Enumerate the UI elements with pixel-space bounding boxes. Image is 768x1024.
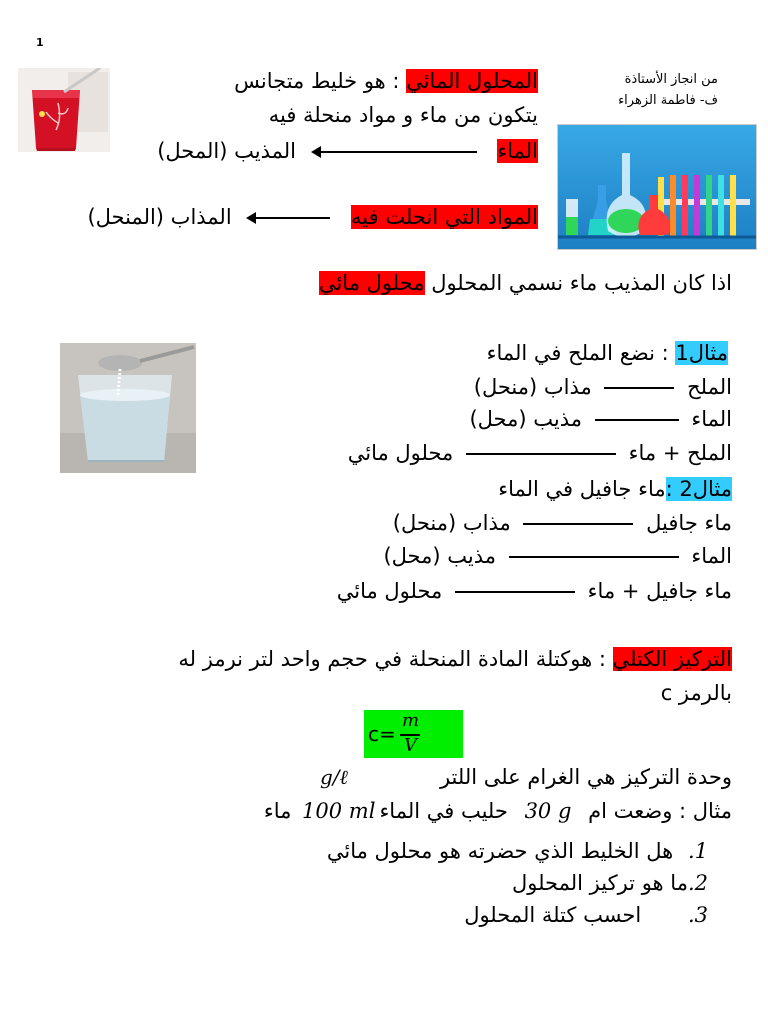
example1-label: مثال1 bbox=[675, 341, 728, 365]
water-solvent-row bbox=[157, 138, 538, 164]
dash-line bbox=[455, 591, 575, 593]
question-2-text: ما هو تركيز المحلول bbox=[512, 871, 688, 895]
row-left-term: ماء جافيل bbox=[646, 511, 732, 535]
author-line-2: ف- فاطمة الزهراء bbox=[618, 93, 718, 108]
dissolved-term: المواد التي انحلت فيه bbox=[351, 205, 538, 229]
example1-row-2 bbox=[469, 406, 732, 432]
example1-row-1 bbox=[474, 374, 732, 400]
concentration-text: : هوكتلة المادة المنحلة في حجم واحد لتر نرمز له bbox=[178, 647, 606, 671]
definition-line-1 bbox=[234, 68, 538, 94]
solute-term: المذاب (المنحل) bbox=[87, 205, 232, 229]
example1-title-line bbox=[487, 340, 728, 366]
question-3 bbox=[464, 902, 708, 928]
example2-row-1 bbox=[393, 510, 732, 536]
exercise-water: ماء bbox=[263, 799, 292, 823]
question-3-number: 3. bbox=[687, 903, 708, 927]
row-left-term: الماء bbox=[691, 544, 732, 568]
question-1-number: 1. bbox=[687, 839, 708, 863]
concentration-line-1 bbox=[178, 646, 732, 672]
dash-line bbox=[595, 419, 679, 421]
term-aqueous-solution: المحلول المائي bbox=[406, 69, 538, 93]
unit-line: وحدة التركيز هي الغرام على اللتر bbox=[439, 765, 732, 789]
exercise-volume: 100 ml bbox=[302, 799, 376, 823]
question-3-text: احسب كتلة المحلول bbox=[464, 903, 642, 927]
term-mass-concentration: التركيز الكتلي bbox=[612, 647, 732, 671]
exercise-intro: مثال : وضعت ام bbox=[588, 799, 732, 823]
rule-highlight: محلول مائي bbox=[318, 271, 425, 295]
exercise-milk: حليب في الماء bbox=[379, 799, 508, 823]
row-right-term: مذيب (محل) bbox=[383, 544, 496, 568]
row-right-term: محلول مائي bbox=[347, 441, 454, 465]
concentration-formula bbox=[364, 710, 463, 758]
dash-line bbox=[523, 523, 633, 525]
example1-row-3 bbox=[348, 440, 732, 466]
question-2 bbox=[512, 870, 708, 896]
example2-label: مثال2 : bbox=[665, 477, 732, 501]
row-left-term: الملح + ماء bbox=[628, 441, 732, 465]
formula-denominator: V bbox=[404, 735, 417, 756]
question-2-number: 2. bbox=[687, 871, 708, 895]
arrow-icon bbox=[317, 151, 477, 153]
row-left-term: ماء جافيل + ماء bbox=[587, 579, 732, 603]
exercise-intro-line bbox=[264, 798, 732, 824]
salt-spoon-glass-image bbox=[60, 343, 196, 473]
dash-line bbox=[466, 453, 616, 455]
question-1 bbox=[327, 838, 708, 864]
formula-lhs: c= bbox=[368, 722, 396, 746]
row-right-term: مذاب (منحل) bbox=[392, 511, 511, 535]
row-left-term: الملح bbox=[687, 375, 732, 399]
question-1-text: هل الخليط الذي حضرته هو محلول مائي bbox=[326, 839, 674, 863]
author-line-1: من انجاز الأستاذة bbox=[624, 72, 718, 87]
definition-line-2: يتكون من ماء و مواد منحلة فيه bbox=[268, 103, 538, 127]
row-right-term: مذاب (منحل) bbox=[473, 375, 592, 399]
dash-line bbox=[509, 556, 679, 558]
rule-line bbox=[319, 270, 732, 296]
row-right-term: محلول مائي bbox=[336, 579, 443, 603]
concentration-line-2: بالرمز c bbox=[660, 681, 732, 705]
example2-row-2 bbox=[383, 543, 732, 569]
definition-text: : هو خليط متجانس bbox=[234, 69, 400, 93]
solvent-term: المذيب (المحل) bbox=[157, 139, 296, 163]
formula-numerator: m bbox=[402, 710, 420, 731]
example2-title: ماء جافيل في الماء bbox=[498, 477, 666, 501]
example2-title-line bbox=[498, 476, 732, 502]
lab-flasks-image bbox=[557, 124, 757, 250]
rule-text: اذا كان المذيب ماء نسمي المحلول bbox=[431, 271, 732, 295]
unit-symbol: g/ℓ bbox=[320, 765, 348, 789]
dash-line bbox=[604, 387, 674, 389]
row-right-term: مذيب (محل) bbox=[469, 407, 582, 431]
example2-row-3 bbox=[337, 578, 732, 604]
dissolved-solute-row bbox=[87, 204, 538, 230]
row-left-term: الماء bbox=[691, 407, 732, 431]
exercise-mass: 30 g bbox=[524, 799, 572, 823]
red-drink-glass-image bbox=[18, 68, 110, 152]
arrow-icon bbox=[252, 217, 330, 219]
example1-title: : نضع الملح في الماء bbox=[486, 341, 669, 365]
page-number: 1 bbox=[36, 36, 44, 49]
water-term: الماء bbox=[497, 139, 538, 163]
